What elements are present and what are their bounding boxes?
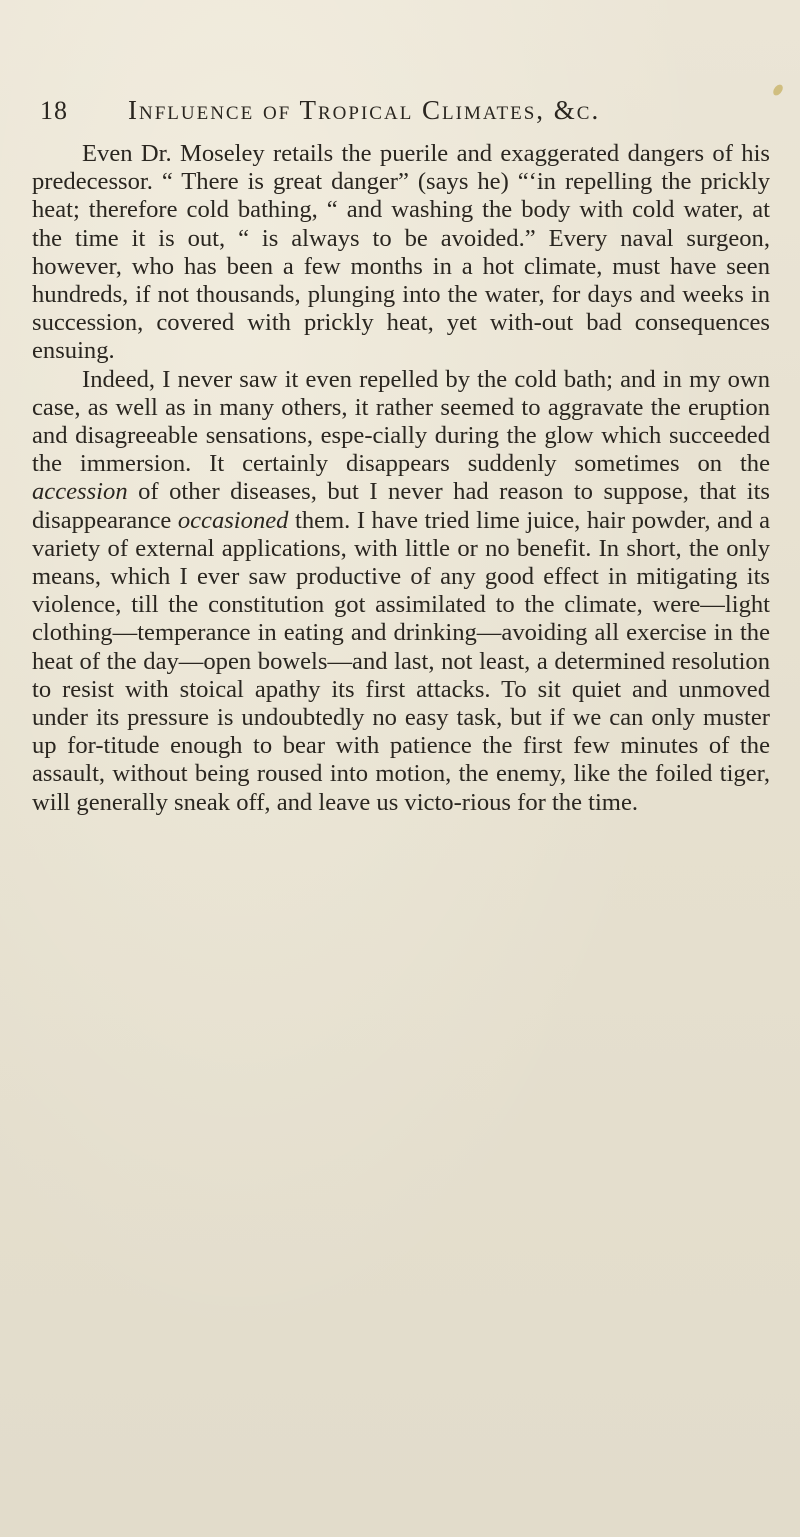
body-text bbox=[32, 140, 770, 817]
italic-occasioned: occasioned bbox=[177, 506, 289, 534]
italic-accession: accession bbox=[32, 478, 128, 506]
page-number: 18 bbox=[40, 96, 68, 125]
paragraph-1: Even Dr. Moseley retails the puerile and exaggerated dangers of his predecessor. “ There is great danger” (says he) “‘in repelling the prickly heat; therefore cold bathing, “ and washing the body with cold water, at the time it is out, “ is always to be avoided.” Every naval surgeon, however, who has been a few months in a hot climate, must have seen hundreds, if not thousands, plunging into the water, for days and weeks in succession, covered with prickly heat, yet with-out bad consequences ensuing. bbox=[32, 140, 770, 365]
paragraph-2-part-1: Indeed, I never saw it even repelled by the cold bath; and in my own case, as well as in many others, it rather seemed to aggravate the eruption and disagreeable sensations, espe-cially during the glow which succeeded the immersion. It certainly disappears suddenly sometimes on the bbox=[32, 365, 770, 478]
running-header bbox=[32, 95, 770, 135]
paragraph-2 bbox=[32, 366, 770, 817]
paper-stain-mark bbox=[772, 83, 784, 97]
paragraph-2-part-2: of other diseases, but I never had reason to suppose, that its disappearance bbox=[32, 478, 770, 534]
running-title: Influence of Tropical Climates, &c. bbox=[128, 95, 601, 125]
paragraph-2-part-3: them. I have tried lime juice, hair powder, and a variety of external applications, with little or no benefit. In short, the only means, which I ever saw productive of any good effect in mitigating its violence, till the constitution got assimilated to the climate, were—light clothing—temperance in eating and drinking—avoiding all exercise in the heat of the day—open bowels—and last, not least, a determined resolution to resist with stoical apathy its first attacks. To sit quiet and unmoved under its pressure is undoubtedly no easy task, but if we can only muster up for-titude enough to bear with patience the first few minutes of the assault, without being roused into motion, the enemy, like the foiled tiger, will generally sneak off, and leave us victo-rious for the time. bbox=[32, 506, 770, 816]
